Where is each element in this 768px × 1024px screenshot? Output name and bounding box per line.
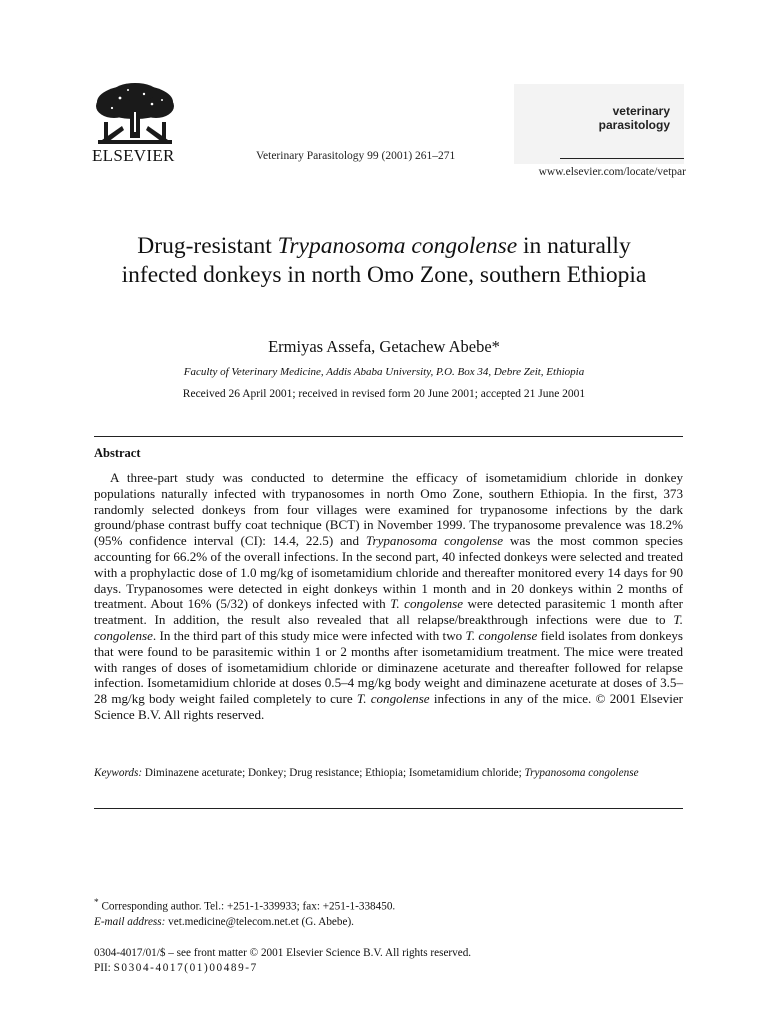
title-species: Trypanosoma congolense bbox=[277, 233, 518, 259]
keyword-species: Trypanosoma congolense bbox=[524, 767, 639, 779]
keywords-list: Diminazene aceturate; Donkey; Drug resistance; Ethiopia; Isometamidium chloride; bbox=[142, 767, 525, 779]
pii-line bbox=[94, 961, 683, 976]
species-name: T. congolense bbox=[94, 612, 683, 643]
abstract-text: A three-part study was conducted to determine the efficacy of isometamidium chloride in donkey populations naturally infected with trypanosomes in north Omo Zone, southern Ethiopia. In the first, 373 randomly selected donkeys from four villages were examined for trypanosome infections by the dark ground/phase contrast buffy coat technique (BCT) in November 1999. The trypanosome prevalence was 18.2% (95% confidence interval (CI): 14.4, 22.5) and bbox=[94, 470, 683, 549]
keywords bbox=[94, 766, 683, 781]
footnote-email-line bbox=[94, 915, 683, 930]
abstract-text: were detected parasitemic 1 month after treatment. In addition, the result also revealed that all relapse/breakthrough infections were due to bbox=[94, 596, 683, 628]
journal-rule bbox=[560, 158, 684, 159]
species-name: T. congolense bbox=[356, 691, 430, 707]
species-name: T. congolense bbox=[465, 627, 538, 643]
keywords-label: Keywords: bbox=[94, 767, 143, 779]
corresponding-footnote bbox=[94, 896, 683, 930]
title-suffix: in naturally infected donkeys in north Omo Zone, southern Ethiopia bbox=[121, 233, 647, 288]
abstract-text: infections in any of the mice. © 2001 Elsevier Science B.V. All rights reserved. bbox=[94, 691, 684, 722]
email-address[interactable]: vet.medicine@telecom.net.et (G. Abebe). bbox=[165, 915, 354, 928]
pii-label: PII: bbox=[94, 962, 114, 974]
email-label: E-mail address: bbox=[94, 915, 166, 928]
footnote-contact: Corresponding author. Tel.: +251-1-339933; fax: +251-1-338450. bbox=[98, 900, 396, 913]
abstract-text: field isolates from donkeys that were found to be parasitemic within 1 or 2 months after isometamidium treatment. The mice were treated with ranges of doses of isometamidium chloride or diminazene aceturate and thereafter followed for relapse infection. Isometamidium chloride at doses 0.5–4 mg/kg body weight and diminazene aceturate at doses of 3.5–28 mg/kg body weight failed completely to cure bbox=[94, 627, 683, 707]
article-title bbox=[120, 232, 648, 290]
pii-code: S0304-4017(01)00489-7 bbox=[113, 962, 258, 974]
species-name: T. congolense bbox=[390, 596, 464, 612]
journal-citation: Veterinary Parasitology 99 (2001) 261–271 bbox=[256, 150, 456, 162]
species-name: Trypanosoma congolense bbox=[365, 533, 504, 549]
title-prefix: Drug-resistant bbox=[137, 233, 278, 259]
copyright-footer bbox=[94, 946, 683, 976]
publisher-name: ELSEVIER bbox=[92, 146, 175, 165]
journal-logo bbox=[514, 84, 684, 164]
journal-name bbox=[599, 104, 670, 132]
abstract-heading: Abstract bbox=[94, 446, 141, 460]
front-matter-line: 0304-4017/01/$ – see front matter © 2001 Elsevier Science B.V. All rights reserved. bbox=[94, 947, 472, 959]
elsevier-tree-icon bbox=[92, 82, 178, 146]
publisher-logo bbox=[92, 82, 182, 166]
journal-url[interactable]: www.elsevier.com/locate/vetpar bbox=[538, 166, 686, 178]
affiliation: Faculty of Veterinary Medicine, Addis Ababa University, P.O. Box 34, Debre Zeit, Ethiopia bbox=[183, 366, 585, 378]
divider-bottom bbox=[94, 808, 683, 809]
journal-name-line1: veterinary bbox=[612, 104, 670, 118]
abstract-body bbox=[94, 470, 683, 723]
journal-name-line2: parasitology bbox=[598, 118, 670, 132]
abstract-text: . In the third part of this study mice were infected with two bbox=[152, 627, 466, 643]
abstract-text: was the most common species accounting for 66.2% of the overall infections. In the second part, 40 infected donkeys were selected and treated with a prophylactic dose of 1.0 mg/kg of isometamidium chloride and thereafter monitored every 14 days for 90 days. Trypanosomes were detected in eight donkeys within 1 month and in 20 donkeys within 2 months of treatment. About 16% (5/32) of donkeys infected with bbox=[94, 533, 683, 612]
divider-top bbox=[94, 436, 683, 437]
footnote-marker: * bbox=[94, 898, 99, 908]
authors: Ermiyas Assefa, Getachew Abebe* bbox=[268, 337, 500, 356]
received-dates: Received 26 April 2001; received in revised form 20 June 2001; accepted 21 June 2001 bbox=[182, 388, 586, 400]
footnote-author bbox=[94, 896, 683, 915]
